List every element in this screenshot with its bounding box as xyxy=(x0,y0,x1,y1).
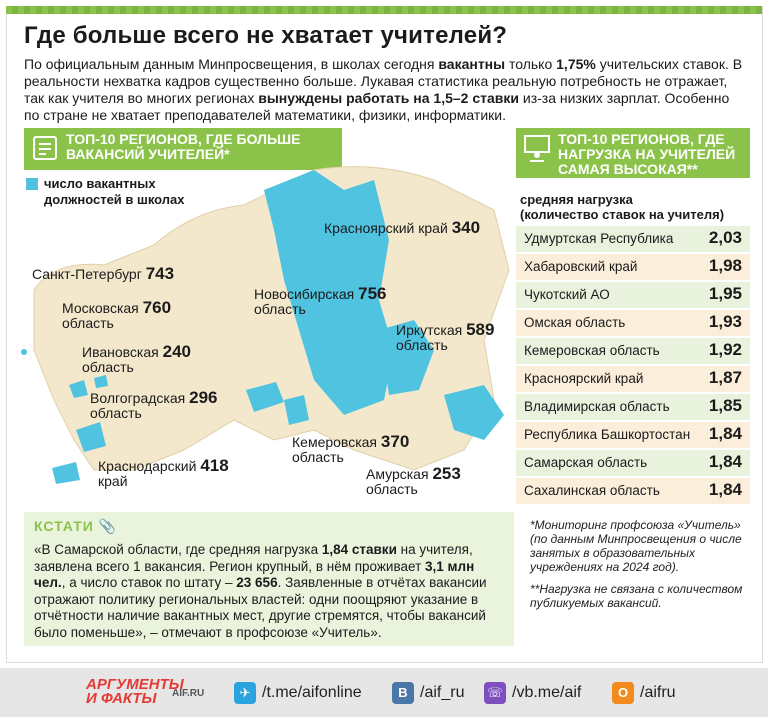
map-label-spb: Санкт-Петербург 743 xyxy=(32,264,175,283)
row-region: Владимирская область xyxy=(524,399,670,414)
ok-icon[interactable]: O xyxy=(612,682,634,704)
load-table-row xyxy=(516,338,750,364)
load-table-row xyxy=(516,422,750,448)
map-label-amur: Амурская 253 область xyxy=(366,464,461,497)
vk-icon[interactable]: B xyxy=(392,682,414,704)
load-table-row xyxy=(516,226,750,252)
row-region: Красноярский край xyxy=(524,371,644,386)
load-table-row xyxy=(516,450,750,476)
teacher-icon xyxy=(522,133,552,163)
row-load-value: 1,84 xyxy=(708,424,742,443)
row-region: Хабаровский край xyxy=(524,259,638,274)
brand-site: AIF.RU xyxy=(172,688,205,699)
legend-label: число вакантных должностей в школах xyxy=(44,176,185,207)
row-load-value: 1,95 xyxy=(708,284,742,303)
note-label: КСТАТИ 📎 xyxy=(34,518,118,534)
map-label-ivanovo: Ивановская 240 область xyxy=(82,342,191,375)
load-table-row xyxy=(516,254,750,280)
row-load-value: 1,84 xyxy=(708,452,742,471)
row-region: Сахалинская область xyxy=(524,483,660,498)
load-heading: ТОП-10 РЕГИОНОВ, ГДЕ НАГРУЗКА НА УЧИТЕЛЕЙ САМАЯ ВЫСОКАЯ** xyxy=(516,128,750,178)
row-load-value: 1,93 xyxy=(708,312,742,331)
load-table-row xyxy=(516,282,750,308)
row-region: Самарская область xyxy=(524,455,648,470)
map-label-krasnoyarsk: Красноярский край 340 xyxy=(324,218,481,237)
row-load-value: 1,92 xyxy=(708,340,742,359)
map-label-volgograd: Волгоградская 296 область xyxy=(90,388,218,421)
vacancies-heading: ТОП-10 РЕГИОНОВ, ГДЕ БОЛЬШЕ ВАКАНСИЙ УЧИТЕЛЕЙ* xyxy=(24,128,342,170)
region-spb xyxy=(21,349,27,355)
telegram-link[interactable]: /t.me/aifonline xyxy=(262,684,362,701)
map-label-kemerovo: Кемеровская 370 область xyxy=(292,432,410,465)
viber-link[interactable]: /vb.me/aif xyxy=(512,684,582,701)
map-label-irkutsk: Иркутская 589 область xyxy=(396,320,495,353)
map-label-novosibirsk: Новосибирская 756 область xyxy=(254,284,387,317)
map-label-krasnodar: Краснодарский 418 край xyxy=(98,456,229,489)
row-region: Удмуртская Республика xyxy=(524,231,674,246)
map-label-moscow: Московская 760 область xyxy=(62,298,172,331)
row-load-value: 1,85 xyxy=(708,396,742,415)
note-text: «В Самарской области, где средняя нагрузка 1,84 ставки на учителя, заявлена всего 1 вакансия. Регион крупный, в нём проживает 3,1 млн чел., а число ставок по штату – 23 656. Заявленные в отчётах вакансии отражают политику региональных властей: одни поощряют указание в отчётности наличие вакантных мест, другие стремятся, чтобы вакансий было поменьше», – отмечают в профсоюзе «Учитель». xyxy=(34,542,487,640)
row-region: Республика Башкортостан xyxy=(524,427,691,442)
row-load-value: 1,87 xyxy=(708,368,742,387)
page-title: Где больше всего не хватает учителей? xyxy=(24,22,508,49)
telegram-icon[interactable]: ✈ xyxy=(234,682,256,704)
footnotes: *Мониторинг профсоюза «Учитель» (по данным Минпросвещения о числе занятых в образовательных учреждениях на 2024 год). **Нагрузка не связана с количеством публикуемых вакансий. xyxy=(530,518,743,610)
load-table-row xyxy=(516,366,750,392)
row-load-value: 1,84 xyxy=(708,480,742,499)
row-region: Чукотский АО xyxy=(524,287,610,302)
load-subheading: средняя нагрузка (количество ставок на учителя) xyxy=(520,192,725,222)
load-table-row xyxy=(516,478,750,504)
load-table-row xyxy=(516,310,750,336)
intro-text: По официальным данным Минпросвещения, в школах сегодня вакантны только 1,75% учительских ставок. В реальности нехватка кадров существенно больше. Лукавая статистика реальную потребность не отражает, так как учителя во многих регионах вынуждены работать на 1,5–2 ставки из-за низких зарплат. Особенно по стране не хватает преподавателей математики, физики, информатики. xyxy=(24,56,743,123)
row-region: Омская область xyxy=(524,315,626,330)
paperclip-icon: 📎 xyxy=(98,518,118,534)
row-region: Кемеровская область xyxy=(524,343,660,358)
region-krasnodar xyxy=(52,462,80,484)
load-table xyxy=(516,226,750,506)
top-stripe xyxy=(6,6,762,14)
load-table-row xyxy=(516,394,750,420)
viber-icon[interactable]: ☏ xyxy=(484,682,506,704)
ok-link[interactable]: /aifru xyxy=(640,684,676,701)
row-load-value: 1,98 xyxy=(708,256,742,275)
brand-logo: АРГУМЕНТЫ И ФАКТЫ xyxy=(86,676,184,707)
vk-link[interactable]: /aif_ru xyxy=(420,684,465,701)
row-load-value: 2,03 xyxy=(708,228,742,247)
